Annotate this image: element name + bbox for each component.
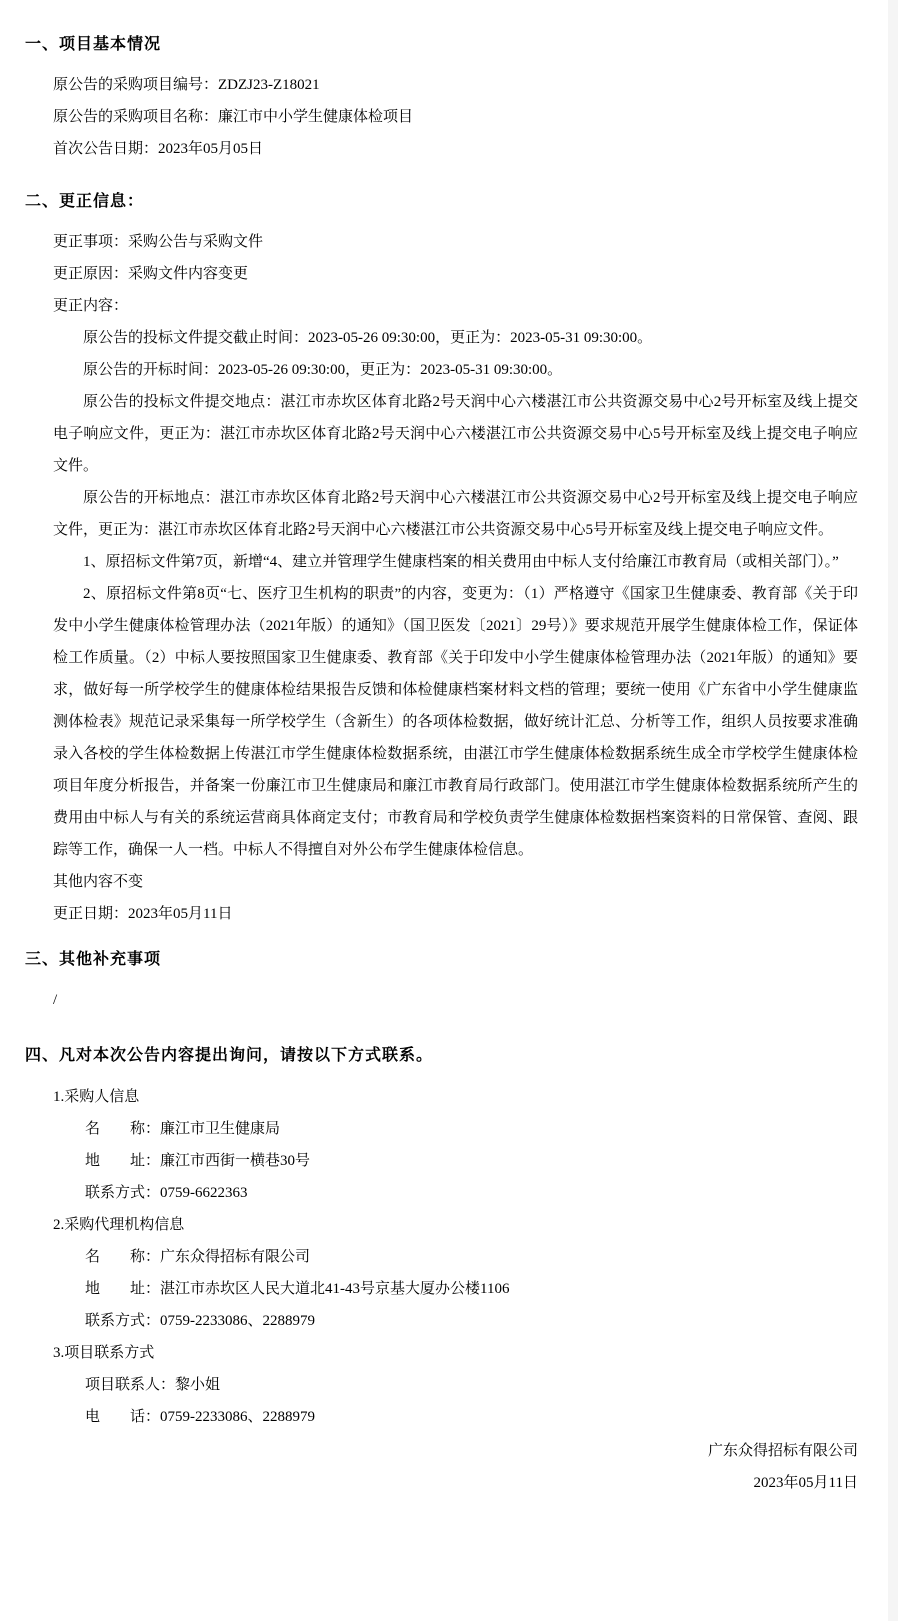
purchaser-contact-value: 0759-6622363 <box>160 1185 248 1201</box>
purchaser-name-value: 廉江市卫生健康局 <box>160 1121 281 1137</box>
purchaser-name-label: 名 称： <box>85 1121 161 1137</box>
agency-contact-value: 0759-2233086、2288979 <box>160 1313 316 1329</box>
first-announcement-date-line: 首次公告日期：2023年05月05日 <box>53 141 264 157</box>
section-1-heading: 一、项目基本情况 <box>25 36 162 53</box>
project-contact-title: 3.项目联系方式 <box>53 1345 155 1361</box>
purchaser-name-row <box>0 1113 898 1145</box>
purchaser-info-title: 1.采购人信息 <box>53 1089 140 1105</box>
bid-opening-time-change-line: 原公告的开标时间：2023-05-26 09:30:00，更正为：2023-05-31 09:30:00。 <box>83 362 563 378</box>
purchaser-address-value: 廉江市西街一横巷30号 <box>160 1153 311 1169</box>
tender-doc-page8-change-paragraph: 2、原招标文件第8页“七、医疗卫生机构的职责”的内容，变更为：（1）严格遵守《国家卫生健康委、教育部《关于印发中小学生健康体检管理办法（2021年版）的通知》（国卫医发〔2021〕29号）》要求规范开展学生健康体检工作，保证体检工作质量。（2）中标人要按照国家卫生健康委、教育部《关于印发中小学生健康体检管理办法（2021年版）的通知》要求，做好每一所学校学生的健康体检结果报告反馈和体检健康档案材料文档的管理；要统一使用《广东省中小学生健康监测体检表》规范记录采集每一所学校学生（含新生）的各项体检数据，做好统计汇总、分析等工作，组织人员按要求准确录入各校的学生体检数据上传湛江市学生健康体检数据系统，由湛江市学生健康体检数据系统生成全市学校学生健康体检项目年度分析报告，并备案一份廉江市卫生健康局和廉江市教育局行政部门。使用湛江市学生健康体检数据系统所产生的费用由中标人与有关的系统运营商具体商定支付；市教育局和学校负责学生健康体检数据档案资料的日常保管、查阅、跟踪等工作，确保一人一档。中标人不得擅自对外公布学生健康体检信息。 <box>53 586 858 858</box>
purchaser-contact-row <box>0 1177 898 1209</box>
agency-name-value: 广东众得招标有限公司 <box>160 1249 311 1265</box>
original-project-name-line: 原公告的采购项目名称：廉江市中小学生健康体检项目 <box>53 109 414 125</box>
project-phone-label: 电 话： <box>85 1409 161 1425</box>
section-3-body <box>0 984 898 1016</box>
section-3-heading: 三、其他补充事项 <box>25 951 162 968</box>
footer-date: 2023年05月11日 <box>753 1475 858 1491</box>
other-content-unchanged-line: 其他内容不变 <box>53 874 144 890</box>
agency-name-label: 名 称： <box>85 1249 161 1265</box>
bid-submission-deadline-change-line: 原公告的投标文件提交截止时间：2023-05-26 09:30:00，更正为：2023-05-31 09:30:00。 <box>83 330 653 346</box>
section-4-body <box>0 1081 898 1433</box>
correction-item-line: 更正事项：采购公告与采购文件 <box>53 234 264 250</box>
section-2-body <box>0 226 898 930</box>
purchaser-contact-label: 联系方式： <box>85 1185 161 1201</box>
submission-place-change-paragraph: 原公告的投标文件提交地点：湛江市赤坎区体育北路2号天润中心六楼湛江市公共资源交易中心2号开标室及线上提交电子响应文件，更正为：湛江市赤坎区体育北路2号天润中心六楼湛江市公共资源交易中心5号开标室及线上提交电子响应文件。 <box>53 394 858 474</box>
correction-date-line: 更正日期：2023年05月11日 <box>53 906 233 922</box>
agency-address-label: 地 址： <box>85 1281 161 1297</box>
project-phone-row <box>0 1401 898 1433</box>
project-contact-person-label: 项目联系人： <box>85 1377 176 1393</box>
section-4-heading: 四、凡对本次公告内容提出询问，请按以下方式联系。 <box>25 1047 434 1064</box>
correction-content-label: 更正内容： <box>53 298 129 314</box>
agency-contact-label: 联系方式： <box>85 1313 161 1329</box>
project-contact-person-value: 黎小姐 <box>175 1377 221 1393</box>
agency-info-title: 2.采购代理机构信息 <box>53 1217 185 1233</box>
agency-contact-row <box>0 1305 898 1337</box>
section-1-body <box>0 69 898 165</box>
project-contact-person-row <box>0 1369 898 1401</box>
project-phone-value: 0759-2233086、2288979 <box>160 1409 316 1425</box>
correction-reason-line: 更正原因：采购文件内容变更 <box>53 266 249 282</box>
footer-company-name: 广东众得招标有限公司 <box>707 1443 858 1459</box>
footer-signature <box>0 1435 898 1499</box>
section-2-heading: 二、更正信息： <box>25 193 145 210</box>
agency-address-value: 湛江市赤坎区人民大道北41-43号京基大厦办公楼1106 <box>160 1281 510 1297</box>
agency-address-row <box>0 1273 898 1305</box>
original-project-code-line: 原公告的采购项目编号：ZDZJ23-Z18021 <box>53 77 320 93</box>
purchaser-address-label: 地 址： <box>85 1153 161 1169</box>
page-right-strip <box>888 0 898 1621</box>
supplementary-placeholder-line: / <box>53 992 58 1008</box>
purchaser-address-row <box>0 1145 898 1177</box>
tender-doc-page7-addition-paragraph: 1、原招标文件第7页，新增“4、建立并管理学生健康档案的相关费用由中标人支付给廉江市教育局（或相关部门）。” <box>83 554 839 570</box>
opening-place-change-paragraph: 原公告的开标地点：湛江市赤坎区体育北路2号天润中心六楼湛江市公共资源交易中心2号开标室及线上提交电子响应文件，更正为：湛江市赤坎区体育北路2号天润中心六楼湛江市公共资源交易中心5号开标室及线上提交电子响应文件。 <box>53 490 858 538</box>
agency-name-row <box>0 1241 898 1273</box>
